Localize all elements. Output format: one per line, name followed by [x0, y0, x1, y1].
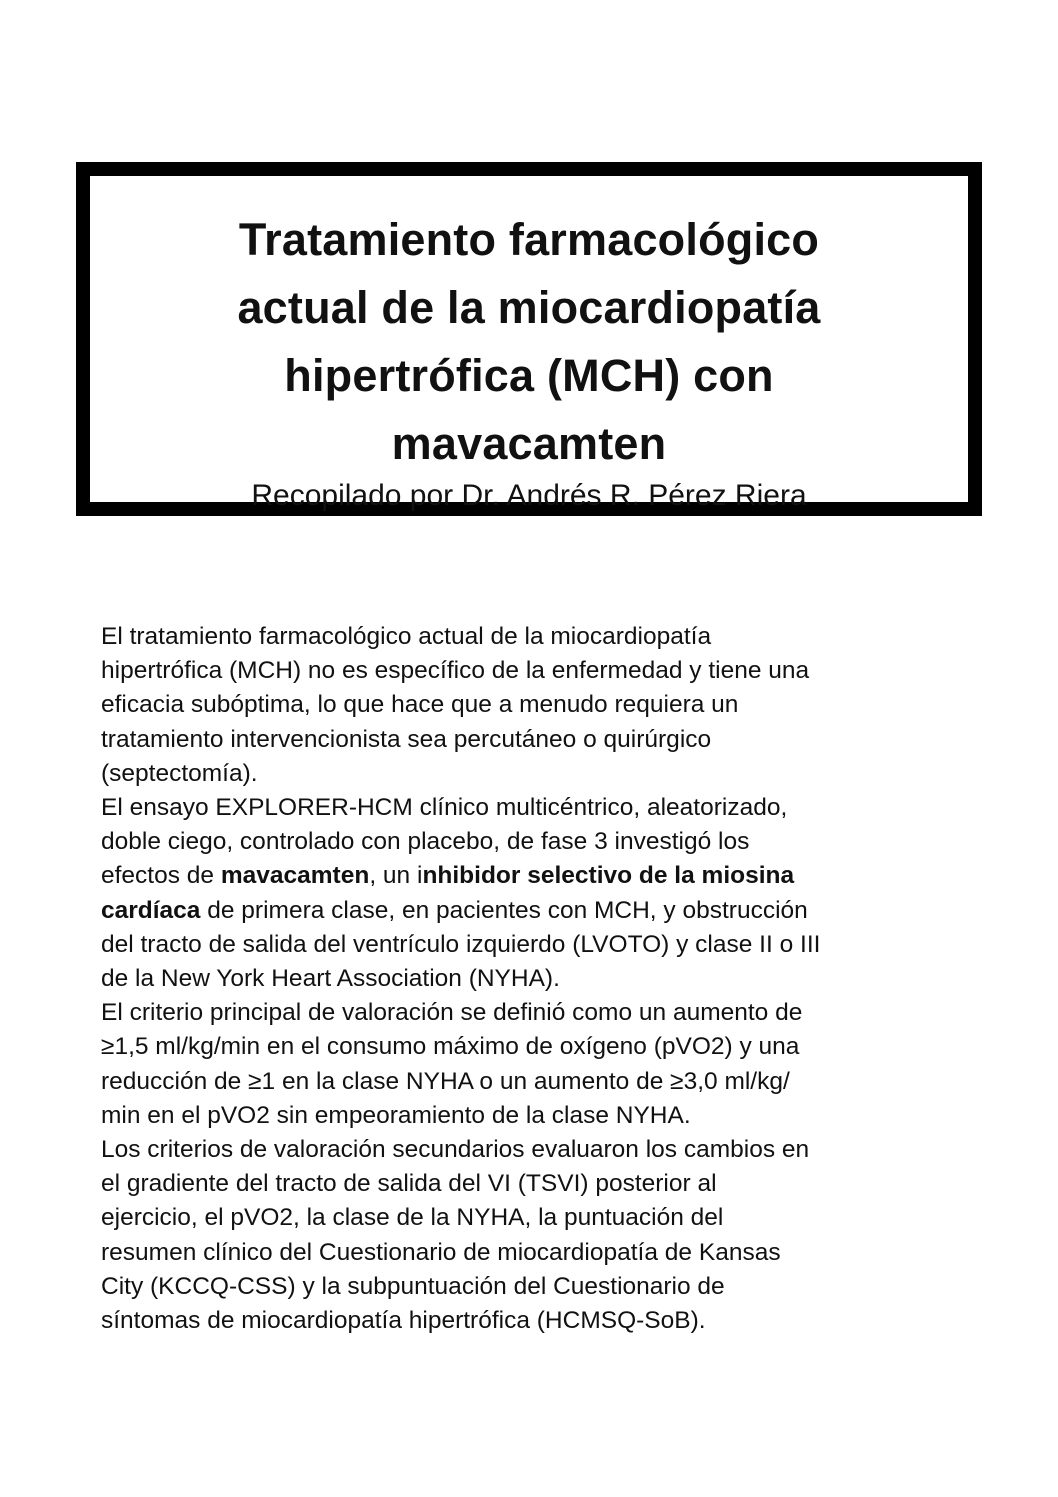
text-line: ejercicio, el pVO2, la clase de la NYHA, la puntuación del: [101, 1204, 724, 1232]
text-line: el gradiente del tracto de salida del VI (TSVI) posterior al: [101, 1170, 717, 1198]
text-line: [101, 859, 981, 893]
bold-mechanism: nhibidor selectivo de la miosina: [422, 862, 795, 890]
title-line: Tratamiento farmacológico: [238, 214, 820, 265]
bold-drug-name: mavacamten: [220, 862, 370, 890]
paragraph-primary-endpoint: [101, 996, 981, 1133]
bold-mechanism-cont: cardíaca: [101, 896, 201, 924]
text-line: resumen clínico del Cuestionario de miocardiopatía de Kansas: [101, 1238, 781, 1266]
title-line: hipertrófica (MCH) con: [284, 350, 774, 401]
text-line: Los criterios de valoración secundarios evaluaron los cambios en: [101, 1136, 810, 1164]
title-line: mavacamten: [391, 418, 667, 469]
text-run: efectos de: [101, 862, 221, 890]
text-line: doble ciego, controlado con placebo, de fase 3 investigó los: [101, 828, 750, 856]
text-line: El ensayo EXPLORER-HCM clínico multicéntrico, aleatorizado,: [101, 794, 788, 822]
title-box: [76, 162, 982, 516]
paragraph-intro: [101, 620, 981, 791]
text-line: (septectomía).: [101, 759, 258, 787]
paragraph-secondary-endpoints: [101, 1133, 981, 1338]
text-line: [101, 894, 981, 928]
text-line: ≥1,5 ml/kg/min en el consumo máximo de oxígeno (pVO2) y una: [101, 1033, 800, 1061]
text-line: eficacia subóptima, lo que hace que a menudo requiera un: [101, 691, 739, 719]
body-text: [101, 620, 981, 1338]
text-line: reducción de ≥1 en la clase NYHA o un aumento de ≥3,0 ml/kg/: [101, 1067, 790, 1095]
title-line: actual de la miocardiopatía: [237, 282, 821, 333]
text-line: de la New York Heart Association (NYHA).: [101, 965, 560, 993]
text-line: El tratamiento farmacológico actual de la miocardiopatía: [101, 623, 712, 650]
text-line: City (KCCQ-CSS) y la subpuntuación del Cuestionario de: [101, 1272, 725, 1300]
text-line: del tracto de salida del ventrículo izquierdo (LVOTO) y clase II o III: [101, 930, 821, 958]
text-line: min en el pVO2 sin empeoramiento de la clase NYHA.: [101, 1101, 691, 1129]
text-line: tratamiento intervencionista sea percutáneo o quirúrgico: [101, 725, 712, 753]
document-title: [90, 176, 968, 478]
text-run: , un i: [369, 862, 423, 890]
paragraph-trial: [101, 791, 981, 996]
author-subtitle: Recopilado por Dr. Andrés R. Pérez Riera: [251, 479, 807, 512]
text-line: El criterio principal de valoración se definió como un aumento de: [101, 999, 803, 1027]
text-line: hipertrófica (MCH) no es específico de la enfermedad y tiene una: [101, 657, 810, 685]
text-line: síntomas de miocardiopatía hipertrófica (HCMSQ-SoB).: [101, 1307, 706, 1335]
text-run: de primera clase, en pacientes con MCH, y obstrucción: [200, 896, 808, 924]
